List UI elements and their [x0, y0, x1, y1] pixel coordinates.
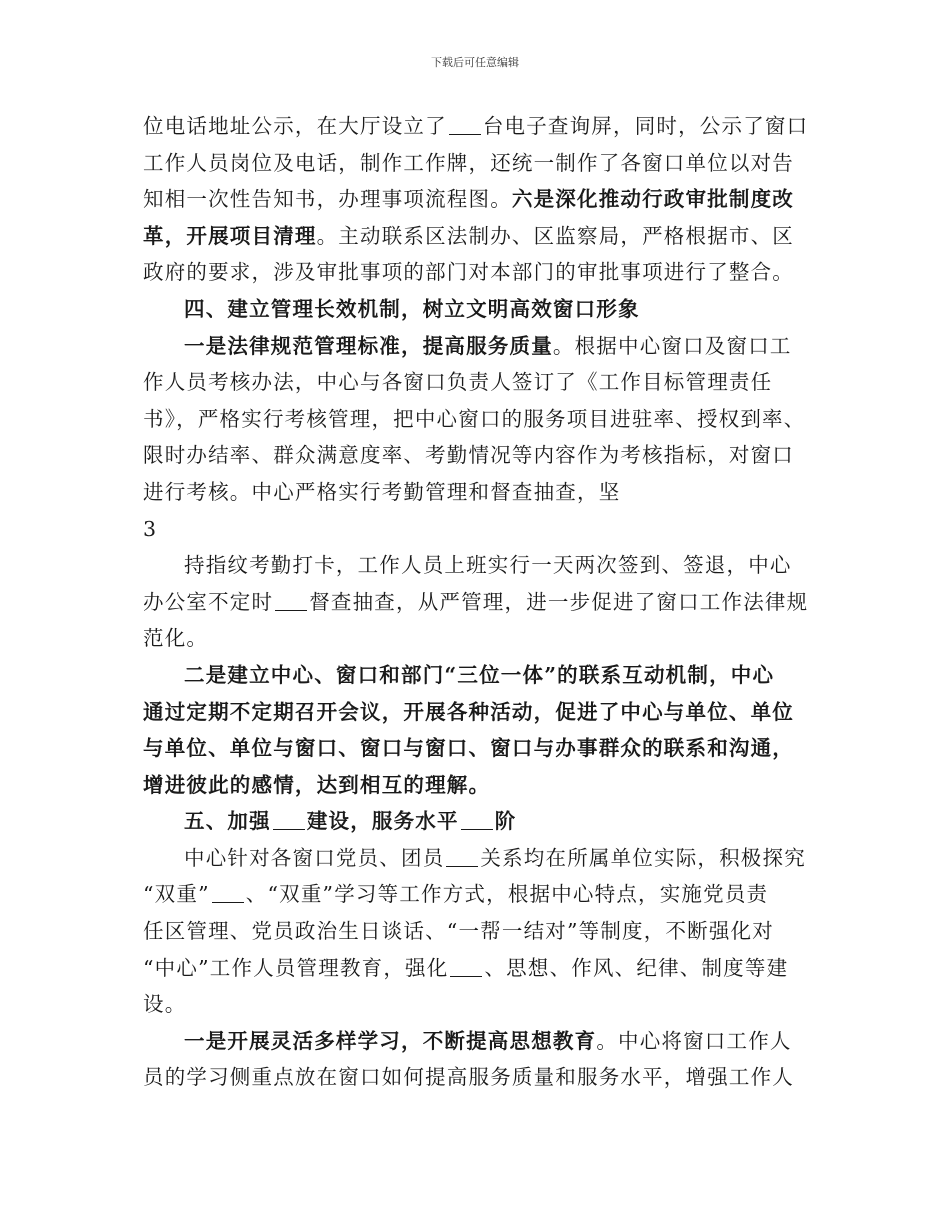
text-line: [143, 1023, 815, 1060]
bold-text: 阶: [494, 809, 517, 834]
bold-text: 通过定期不定期召开会议，开展各种活动，促进了中心与单位、单位: [143, 699, 794, 724]
text-segment: 工作人员岗位及电话，制作工作牌，还统一制作了各窗口单位以对告: [143, 150, 794, 175]
text-segment: 范化。: [143, 626, 209, 651]
text-segment: 、思想、作风、纪律、制度等建: [484, 955, 789, 980]
bold-text: 二是建立中心、窗口和部门“三位一体”的联系互动机制，中心: [184, 662, 775, 687]
bold-text: 与单位、单位与窗口、窗口与窗口、窗口与办事群众的联系和沟通，: [143, 736, 794, 761]
text-line: [143, 986, 815, 1023]
text-line: [143, 620, 815, 657]
bold-text: 一是法律规范管理标准，提高服务质量: [184, 333, 553, 358]
text-segment: 台电子查询屏，同时，公示了窗口: [482, 114, 809, 138]
text-segment: 任区管理、党员政治生日谈话、“一帮一结对”等制度，不断强化对: [143, 919, 774, 944]
fill-blank: [273, 811, 305, 830]
text-segment: 政府的要求，涉及审批事项的部门对本部门的审批事项进行了整合。: [143, 260, 794, 285]
fill-blank: [275, 592, 307, 611]
bold-text: 五、加强: [184, 809, 271, 834]
text-line: [143, 254, 815, 291]
text-line: [143, 840, 815, 877]
text-line: [143, 803, 815, 840]
text-line: [143, 547, 815, 584]
text-line: [143, 218, 815, 255]
text-segment: 、“双重”学习等工作方式，根据中心特点，实施党员责: [245, 882, 769, 907]
text-segment: 知相一次性告知书，办理事项流程图。: [143, 187, 512, 212]
text-line: [143, 950, 815, 987]
text-segment: 3: [143, 516, 158, 541]
text-line: [143, 328, 815, 365]
text-line: [143, 694, 815, 731]
text-line: [143, 401, 815, 438]
text-line: [143, 437, 815, 474]
text-line: [143, 474, 815, 511]
text-segment: 关系均在所属单位实际，积极探究: [480, 845, 806, 870]
page-header: 下载后可任意编辑: [431, 56, 519, 69]
text-segment: 中心针对各窗口党员、团员: [184, 845, 445, 870]
text-line: [143, 511, 815, 548]
bold-text: 增进彼此的感情，达到相互的理解。: [143, 772, 491, 797]
document-body: [143, 108, 815, 1096]
text-segment: 持指纹考勤打卡，工作人员上班实行一天两次签到、签退，中心: [184, 553, 792, 578]
text-segment: 员的学习侧重点放在窗口如何提高服务质量和服务水平，增强工作人: [143, 1065, 794, 1090]
bold-text: 建设，服务水平: [306, 809, 459, 834]
text-segment: 办公室不定时: [143, 589, 274, 614]
text-segment: “中心”工作人员管理教育，强化: [143, 955, 449, 980]
text-line: [143, 1059, 815, 1096]
text-segment: 督查抽查，从严管理，进一步促进了窗口工作法律规: [309, 589, 809, 614]
text-line: [143, 145, 815, 182]
text-segment: 限时办结率、群众满意度率、考勤情况等内容作为考核指标，对窗口: [143, 443, 794, 468]
fill-blank: [461, 811, 493, 830]
text-segment: 作人员考核办法，中心与各窗口负责人签订了《工作目标管理责任: [143, 370, 773, 395]
bold-text: 六是深化推动行政审批制度改: [511, 187, 795, 212]
text-line: [143, 913, 815, 950]
text-line: [143, 730, 815, 767]
text-segment: 。根据中心窗口及窗口工: [552, 333, 792, 358]
text-line: [143, 876, 815, 913]
text-segment: 。主动联系区法制办、区监察局，严格根据市、区: [316, 223, 795, 248]
fill-blank: [446, 848, 478, 867]
text-segment: 进行考核。中心严格实行考勤管理和督查抽查，坚: [143, 479, 621, 504]
bold-text: 四、建立管理长效机制，树立文明高效窗口形象: [184, 296, 640, 321]
text-line: [143, 364, 815, 401]
fill-blank: [450, 958, 482, 977]
fill-blank: [449, 116, 481, 135]
text-line: [143, 657, 815, 694]
text-segment: 设。: [143, 992, 187, 1017]
text-line: [143, 291, 815, 328]
text-line: [143, 108, 815, 145]
text-segment: “双重”: [143, 882, 210, 907]
text-segment: 书》，严格实行考核管理，把中心窗口的服务项目进驻率、授权到率、: [143, 406, 806, 431]
bold-text: 革，开展项目清理: [143, 223, 317, 248]
text-line: [143, 584, 815, 621]
text-segment: 位电话地址公示，在大厅设立了: [143, 114, 447, 138]
text-line: [143, 767, 815, 804]
fill-blank: [212, 884, 244, 903]
text-line: [143, 181, 815, 218]
bold-text: 一是开展灵活多样学习，不断提高思想教育: [184, 1028, 597, 1053]
text-segment: 。中心将窗口工作人: [596, 1028, 792, 1053]
